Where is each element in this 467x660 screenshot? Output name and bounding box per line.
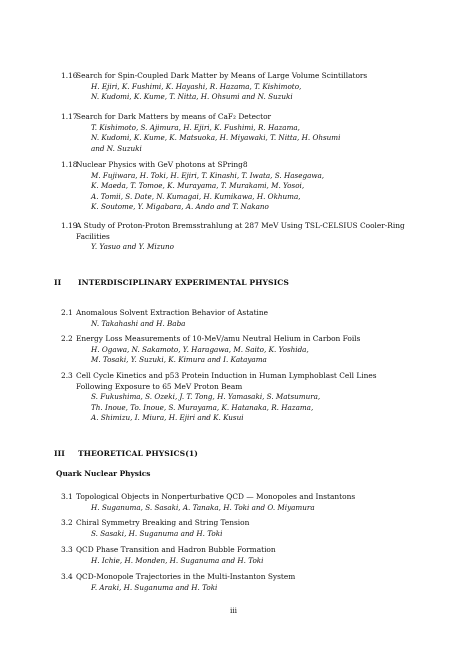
entry-authors: T. Kishimoto, S. Ajimura, H. Ejiri, K. Fushimi, R. Hazama, — [91, 122, 300, 132]
toc-entry-3-1 — [61, 492, 411, 513]
entry-number: 1.19 — [61, 221, 78, 230]
entry-number: 1.17 — [61, 112, 78, 121]
toc-entry-3-2 — [61, 518, 411, 539]
toc-entry-2-2 — [61, 334, 411, 366]
entry-authors: H. Ichie, H. Monden, H. Suganuma and H. Toki — [91, 555, 264, 565]
entry-number: 3.3 — [61, 545, 73, 554]
entry-authors: N. Kudomi, K. Kume, K. Matsuoka, H. Miyawaki, T. Nitta, H. Ohsumi — [91, 133, 341, 142]
entry-title: Search for Dark Matters by means of CaF₂ Detector — [76, 112, 272, 121]
entry-title: Topological Objects in Nonperturbative QCD — Monopoles and Instantons — [76, 492, 356, 501]
entry-authors: A. Shimizu, I. Miura, H. Ejiri and K. Kusui — [91, 413, 244, 422]
entry-authors: H. Suganuma, S. Sasaki, A. Tanaka, H. Toki and O. Miyamura — [91, 502, 315, 512]
entry-authors: K. Maeda, T. Tomoe, K. Murayama, T. Murakami, M. Yosoi, — [91, 181, 305, 190]
toc-entry-2-1 — [61, 308, 411, 329]
entry-authors: N. Takahashi and H. Baba — [91, 318, 186, 328]
entry-authors: S. Fukushima, S. Ozeki, J. T. Tong, H. Yamasaki, S. Matsumura, — [91, 392, 321, 401]
entry-authors: Y. Yasuo and Y. Mizuno — [91, 242, 175, 251]
subsection-heading: Quark Nuclear Physics — [56, 469, 151, 478]
entry-authors: F. Araki, H. Suganuma and H. Toki — [91, 582, 218, 592]
entry-title: Anomalous Solvent Extraction Behavior of Astatine — [76, 308, 269, 317]
toc-entry-1-17 — [61, 112, 411, 154]
entry-title: QCD-Monopole Trajectories in the Multi-Instanton System — [76, 572, 296, 581]
section-title: INTERDISCIPLINARY EXPERIMENTAL PHYSICS — [78, 278, 289, 287]
toc-entry-3-3 — [61, 545, 411, 566]
entry-authors: M. Tosaki, Y. Suzuki, K. Kimura and I. Katayama — [91, 355, 267, 364]
entry-title: A Study of Proton-Proton Bremsstrahlung at 287 MeV Using TSL-CELSIUS Cooler-Ring Facilities — [76, 221, 405, 241]
page-number: iii — [229, 606, 238, 615]
section-heading-iii — [54, 449, 198, 458]
entry-authors: M. Fujiwara, H. Toki, H. Ejiri, T. Kinashi, T. Iwata, S. Hasegawa, — [91, 170, 325, 180]
section-number: III — [54, 449, 65, 458]
toc-entry-3-4 — [61, 572, 411, 593]
entry-authors: N. Kudomi, K. Kume, T. Nitta, H. Ohsumi and N. Suzuki — [91, 92, 293, 101]
entry-authors: H. Ogawa, N. Sakamoto, Y. Haragawa, M. Saito, K. Yoshida, — [91, 344, 309, 354]
toc-entry-1-19 — [61, 221, 411, 253]
entry-title: Cell Cycle Kinetics and p53 Protein Induction in Human Lymphoblast Cell Lines Following Exposure to 65 MeV Proton Beam — [76, 371, 377, 391]
entry-number: 3.4 — [61, 572, 73, 581]
entry-title: Energy Loss Measurements of 10-MeV/amu Neutral Helium in Carbon Foils — [76, 334, 361, 343]
entry-authors: Th. Inoue, To. Inoue, S. Murayama, K. Hatanaka, R. Hazama, — [91, 402, 314, 412]
entry-number: 2.1 — [61, 308, 73, 317]
toc-entry-1-18 — [61, 160, 411, 213]
entry-authors: S. Sasaki, H. Suganuma and H. Toki — [91, 528, 223, 538]
entry-number: 2.3 — [61, 371, 73, 380]
toc-entry-1-16 — [61, 71, 411, 103]
entry-number: 1.16 — [61, 71, 78, 80]
entry-authors: and N. Suzuki — [91, 143, 142, 153]
entry-number: 3.2 — [61, 518, 73, 527]
section-title: THEORETICAL PHYSICS(1) — [78, 449, 198, 458]
entry-number: 2.2 — [61, 334, 73, 343]
toc-entry-2-3 — [61, 371, 411, 424]
section-number: II — [54, 278, 62, 287]
entry-title: Nuclear Physics with GeV photons at SPring8 — [76, 160, 248, 169]
entry-number: 1.18 — [61, 160, 78, 169]
entry-title: QCD Phase Transition and Hadron Bubble Formation — [76, 545, 276, 554]
entry-authors: K. Soutome, Y. Migabara, A. Ando and T. Nakano — [91, 202, 269, 211]
entry-number: 3.1 — [61, 492, 73, 501]
section-heading-ii — [54, 278, 289, 287]
entry-authors: A. Tomii, S. Date, N. Kumagai, H. Kumikawa, H. Okhuma, — [91, 191, 301, 201]
entry-title: Search for Spin-Coupled Dark Matter by Means of Large Volume Scintillators — [76, 71, 368, 80]
entry-authors: H. Ejiri, K. Fushimi, K. Hayashi, R. Hazama, T. Kishimoto, — [91, 81, 302, 91]
entry-title: Chiral Symmetry Breaking and String Tension — [76, 518, 250, 527]
